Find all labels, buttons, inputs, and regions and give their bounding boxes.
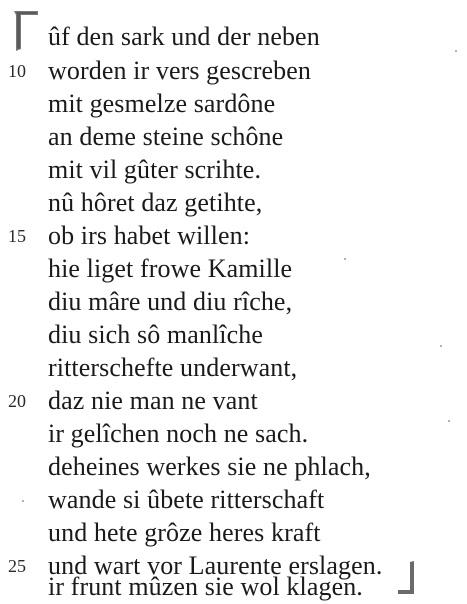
closing-corner-mark xyxy=(396,560,418,598)
verse-line-20: daz nie man ne vant xyxy=(48,386,258,415)
verse-line-22: deheines werkes sie ne phlach, xyxy=(48,452,371,481)
verse-line-24: und hete grôze heres kraft xyxy=(48,518,321,547)
verse-line-14: nû hôret daz getihte, xyxy=(48,188,263,217)
verse-line-23: wande si ûbete ritterschaft xyxy=(48,485,325,514)
line-number-20: 20 xyxy=(8,391,26,411)
verse-line-10: worden ir vers gescreben xyxy=(48,56,312,85)
verse-line-26: ir frunt mûzen sie wol klagen. xyxy=(48,572,363,601)
line-number-25: 25 xyxy=(8,556,26,576)
verse-line-9: ûf den sark und der neben xyxy=(48,22,320,51)
line-number-15: 15 xyxy=(8,226,26,246)
line-number-10: 10 xyxy=(8,61,26,81)
verse-line-12: an deme steine schône xyxy=(48,122,284,151)
scan-speck xyxy=(448,420,450,422)
verse-line-21: ir gelîchen noch ne sach. xyxy=(48,419,309,448)
scan-speck xyxy=(344,258,346,260)
scan-speck xyxy=(440,345,442,347)
verse-line-18: diu sich sô manlîche xyxy=(48,320,264,349)
scan-speck xyxy=(22,500,24,502)
verse-line-25: und wart vor Laurente erslagen. xyxy=(48,551,383,580)
verse-line-15: ob irs habet willen: xyxy=(48,221,251,250)
verse-line-17: diu mâre und diu rîche, xyxy=(48,287,293,316)
opening-corner-mark xyxy=(12,9,40,53)
verse-line-19: ritterschefte underwant, xyxy=(48,353,298,382)
scan-speck xyxy=(455,50,457,52)
verse-line-16: hie liget frowe Kamille xyxy=(48,254,293,283)
verse-line-11: mit gesmelze sardône xyxy=(48,89,276,118)
verse-line-13: mit vil gûter scrihte. xyxy=(48,155,262,184)
